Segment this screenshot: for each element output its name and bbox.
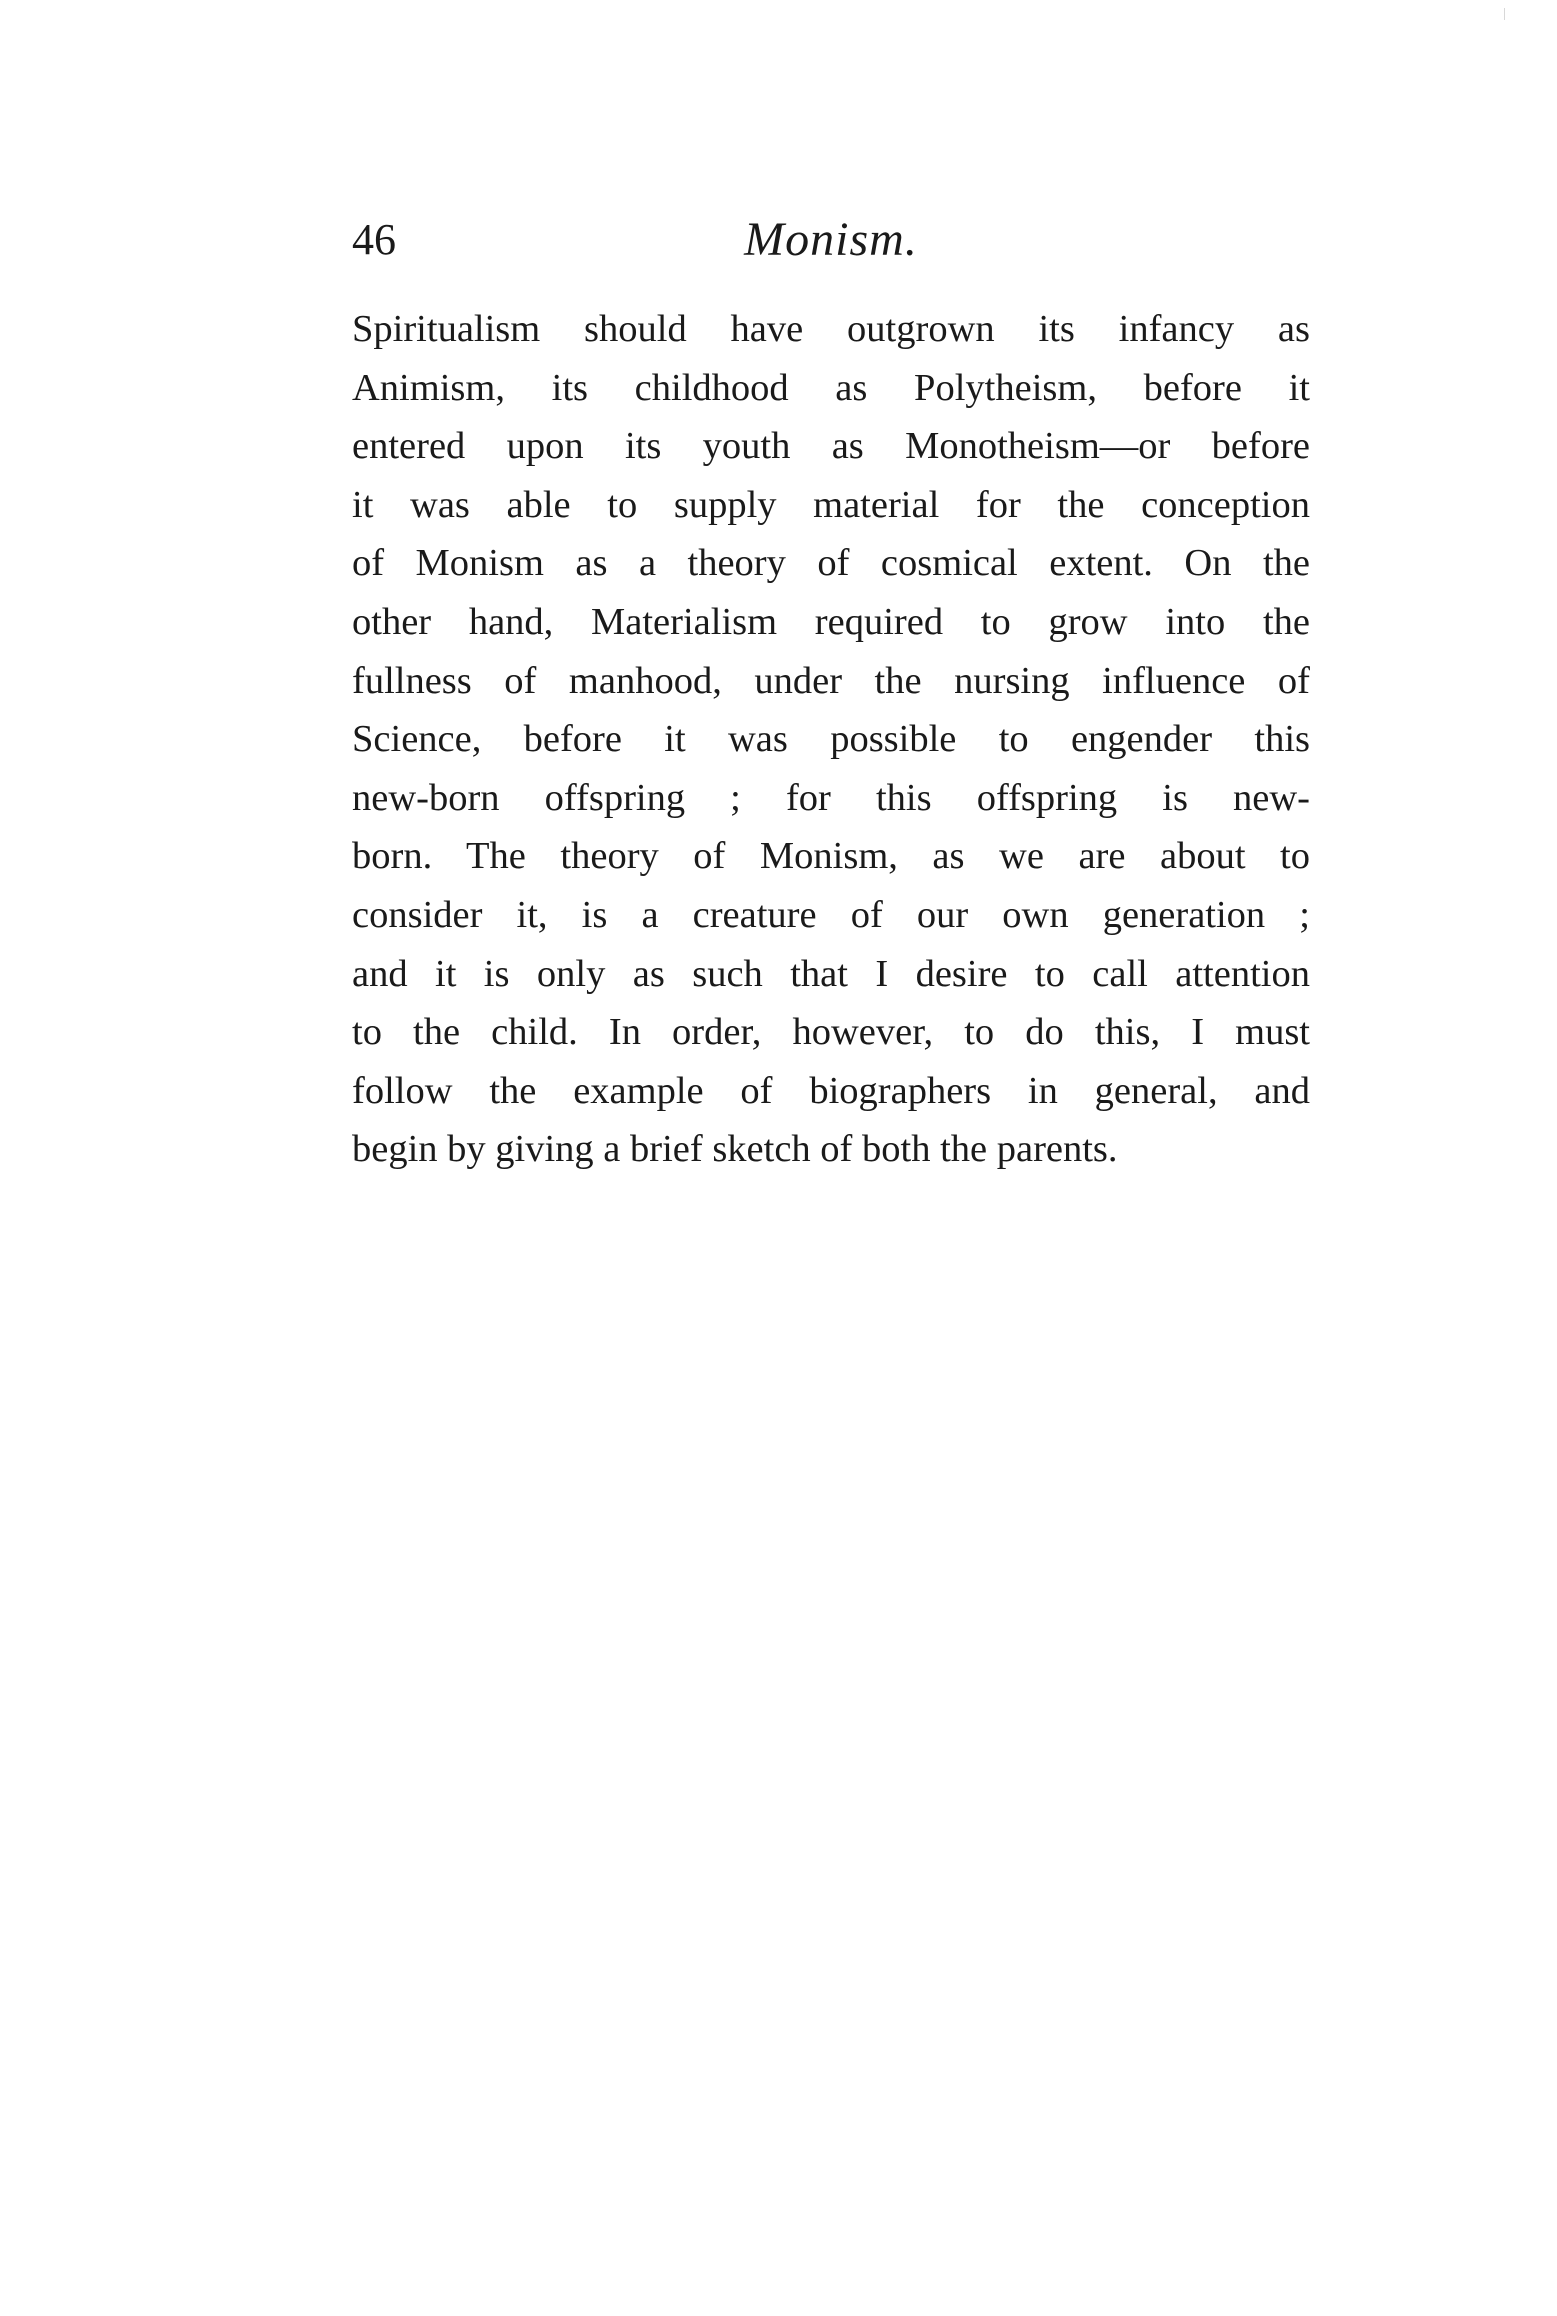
text-line: new-born offspring ; for this offspring is new- [352,776,1310,819]
text-line: born. The theory of Monism, as we are about to [352,835,1310,878]
text-line: Animism, its childhood as Polytheism, before it [352,366,1310,409]
text-line: follow the example of biographers in general, and [352,1069,1310,1112]
text-line: Science, before it was possible to engender this [352,718,1310,761]
text-line: of Monism as a theory of cosmical extent. On the [352,542,1310,585]
running-title: Monism. [744,213,918,266]
running-head [352,205,1310,275]
text-line: other hand, Materialism required to grow into the [352,600,1310,643]
body-paragraph [352,300,1310,1179]
page-number: 46 [352,215,396,264]
text-line: fullness of manhood, under the nursing influence of [352,659,1310,702]
text-line: it was able to supply material for the conception [352,483,1310,526]
text-line: and it is only as such that I desire to call attention [352,952,1310,995]
text-line: Spiritualism should have outgrown its infancy as [352,308,1310,350]
scan-mark [1504,8,1505,20]
text-line: entered upon its youth as Monotheism—or before [352,425,1310,468]
text-line: to the child. In order, however, to do this, I must [352,1011,1310,1054]
text-line: consider it, is a creature of our own generation ; [352,893,1310,936]
text-line: begin by giving a brief sketch of both the parents. [352,1128,1118,1171]
